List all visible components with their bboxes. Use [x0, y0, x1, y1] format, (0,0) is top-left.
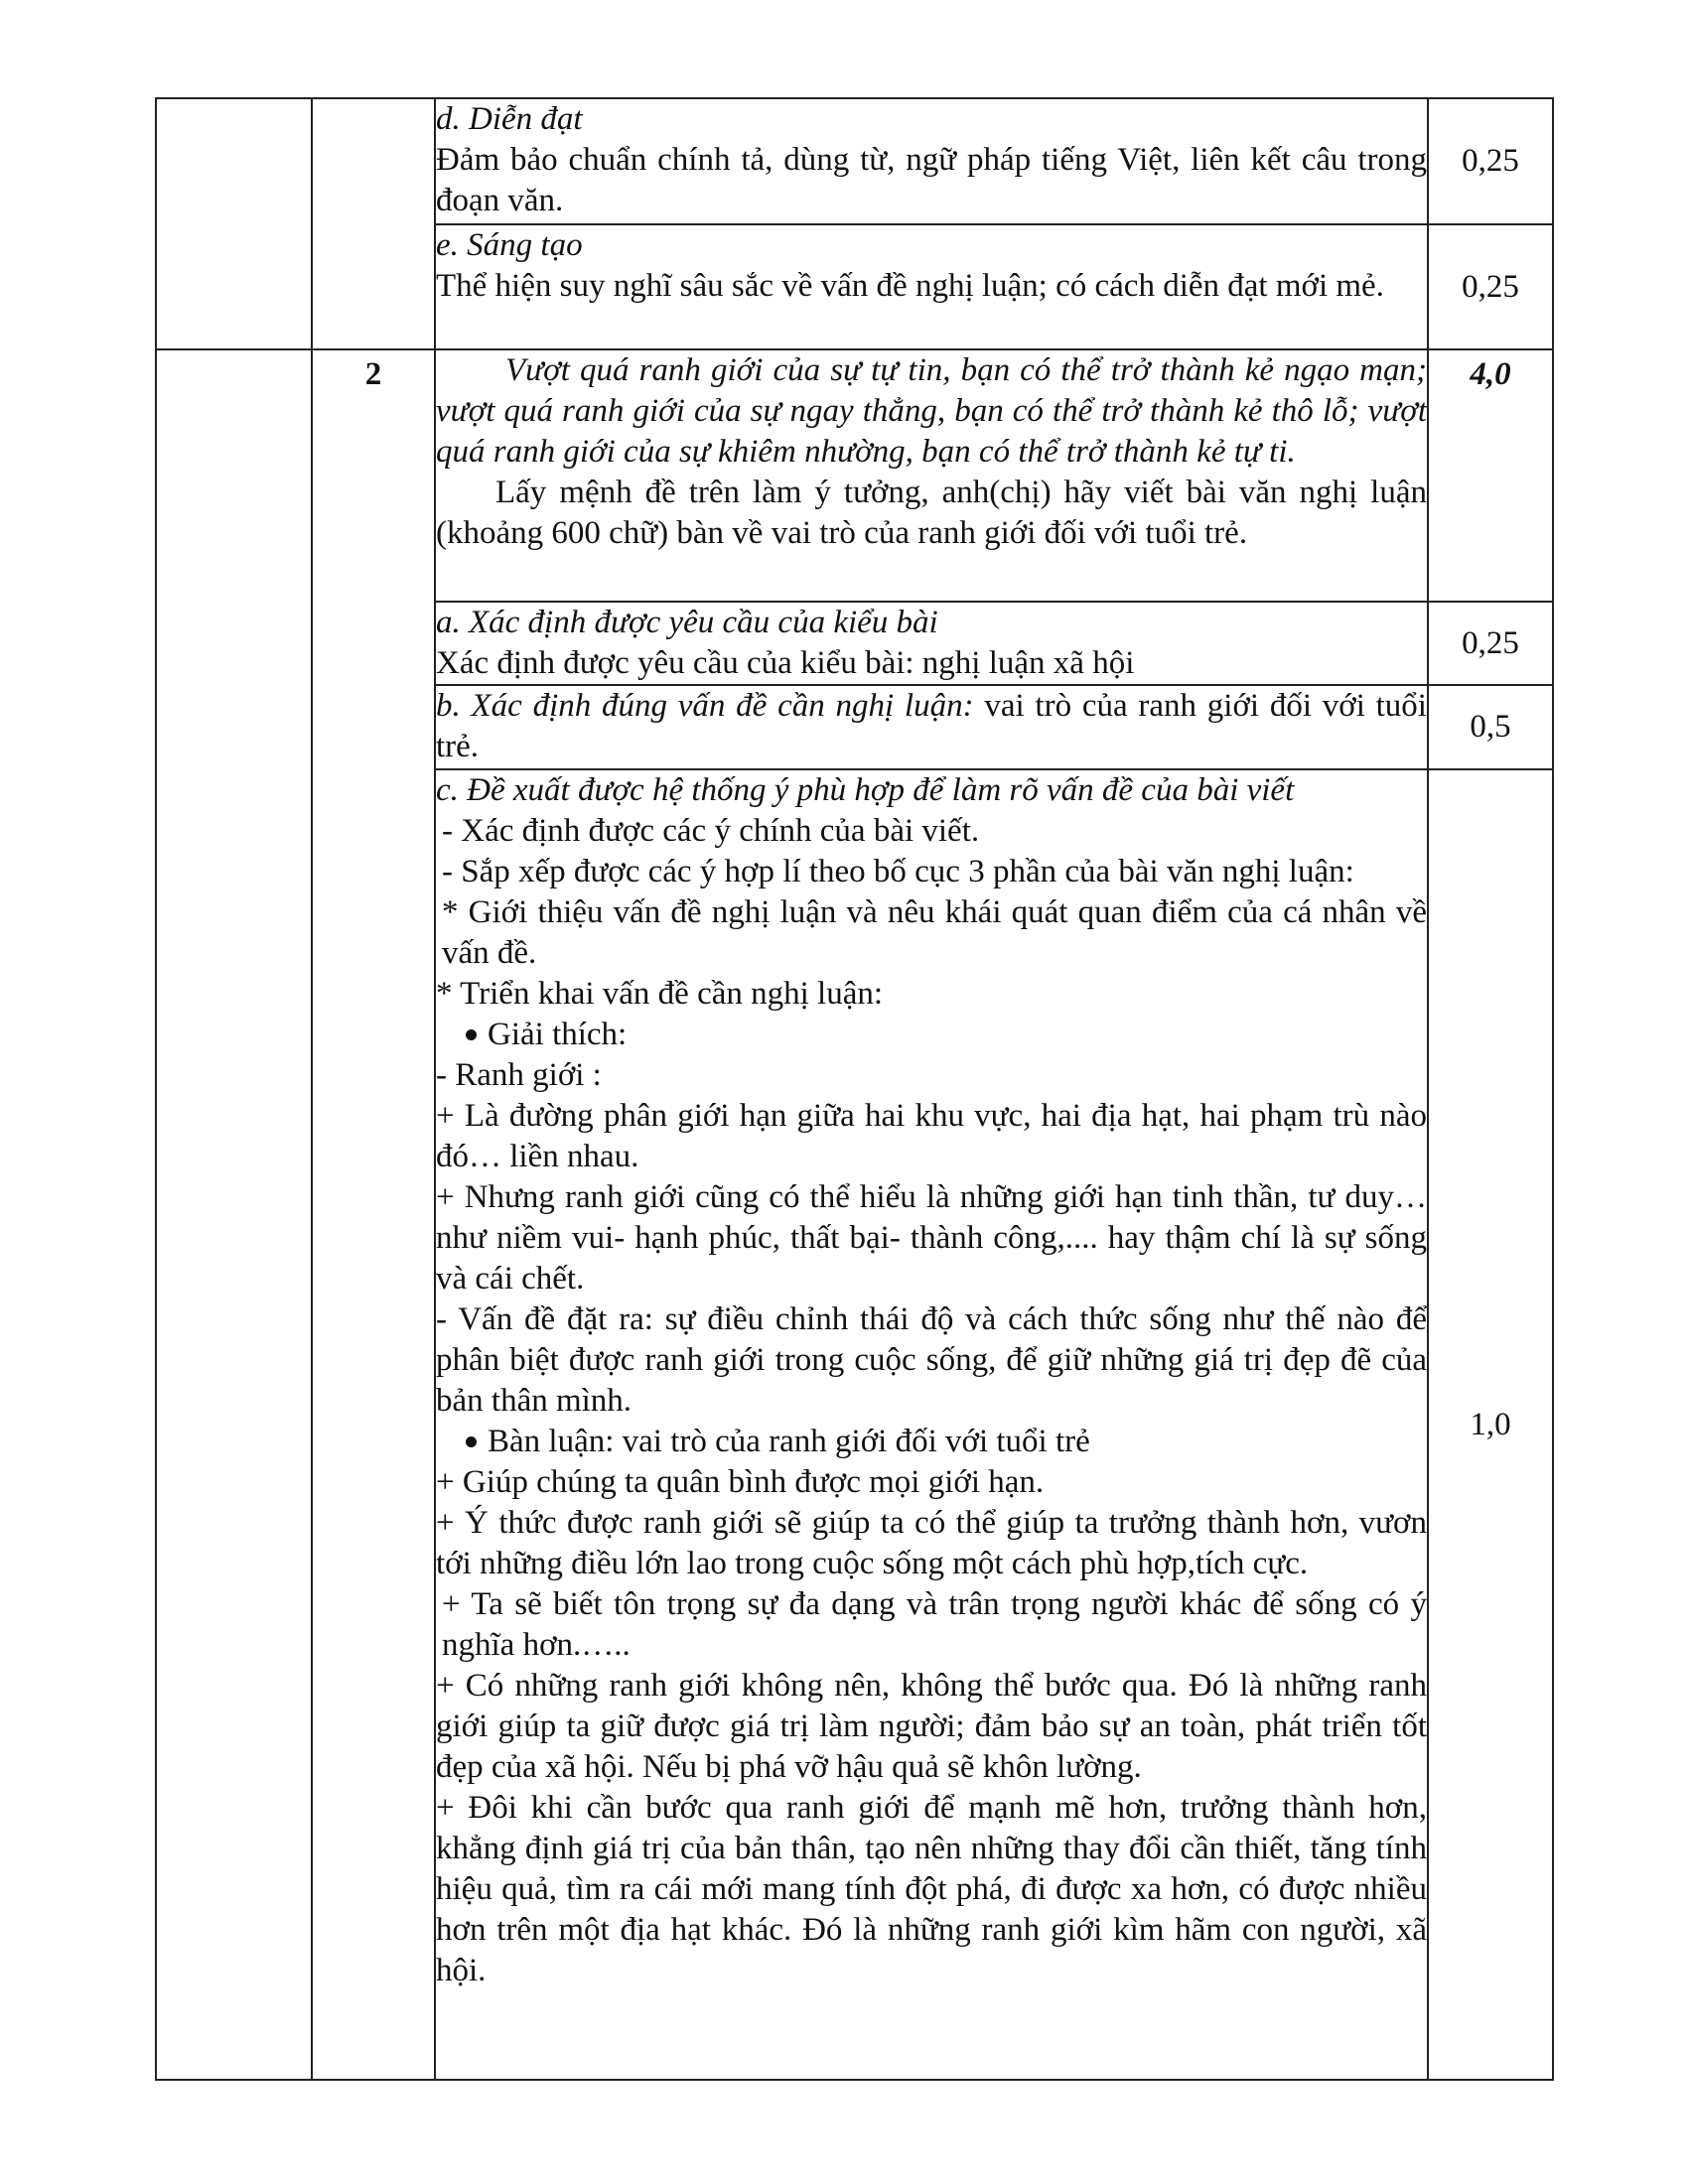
table-row [156, 98, 1553, 224]
list-item: + Là đường phân giới hạn giữa hai khu vực, hai địa hạt, hai phạm trù nào đó… liền nhau. [436, 1098, 1427, 1174]
criterion-a [435, 602, 1428, 685]
list-item: * Triển khai vấn đề cần nghị luận: [436, 976, 884, 1012]
list-item: - Ranh giới : [436, 1057, 602, 1093]
score-cell: 0,25 [1428, 98, 1553, 224]
list-item: - Xác định được các ý chính của bài viết. [442, 813, 980, 849]
criterion-text: Thể hiện suy nghĩ sâu sắc về vấn đề nghị luận; có cách diễn đạt mới mẻ. [436, 268, 1384, 304]
criterion-title: c. Đề xuất được hệ thống ý phù hợp để làm rõ vấn đề của bài viết [436, 772, 1295, 808]
list-item: + Nhưng ranh giới cũng có thể hiểu là những giới hạn tinh thần, tư duy…như niềm vui- hạnh phúc, thất bại- thành công,.... hay thậm chí là sự sống và cái chết. [436, 1179, 1427, 1297]
table-row [156, 349, 1553, 602]
list-item: - Vấn đề đặt ra: sự điều chỉnh thái độ và cách thức sống như thế nào để phân biệt được ranh giới trong cuộc sống, để giữ những giá trị đẹp đẽ của bản thân mình. [436, 1301, 1427, 1419]
bullet-item: Giải thích: [436, 1015, 1427, 1055]
list-item: + Ý thức được ranh giới sẽ giúp ta có thể giúp ta trưởng thành hơn, vươn tới những điều lớn lao trong cuộc sống một cách phù hợp,tích cực. [436, 1505, 1427, 1581]
criterion-text: vai trò của ranh giới đối với tuổi trẻ. [436, 688, 1427, 764]
criterion-d [435, 98, 1428, 224]
criterion-c [435, 769, 1428, 2080]
score-cell: 0,5 [1428, 685, 1553, 769]
criterion-b [435, 685, 1428, 769]
list-item: + Đôi khi cần bước qua ranh giới để mạnh mẽ hơn, trưởng thành hơn, khẳng định giá trị của bản thân, tạo nên những thay đổi cần thiết, tăng tính hiệu quả, tìm ra cái mới mang tính đột phá, đi được xa hơn, có được nhiều hơn trên một địa hạt khác. Đó là những ranh giới kìm hãm con người, xã hội. [436, 1790, 1427, 1988]
criterion-text: Xác định được yêu cầu của kiểu bài: nghị luận xã hội [436, 645, 1135, 681]
score-cell: 0,25 [1428, 224, 1553, 349]
criterion-title: b. Xác định đúng vấn đề cần nghị luận: [436, 688, 974, 724]
bullet-item: Bàn luận: vai trò của ranh giới đối với tuổi trẻ [436, 1422, 1427, 1462]
list-item: + Ta sẽ biết tôn trọng sự đa dạng và trân trọng người khác để sống có ý nghĩa hơn.….. [442, 1586, 1427, 1663]
score-cell: 0,25 [1428, 602, 1553, 685]
list-item: - Sắp xếp được các ý hợp lí theo bố cục 3 phần của bài văn nghị luận: [442, 854, 1354, 889]
list-item: + Có những ranh giới không nên, không thể bước qua. Đó là những ranh giới giúp ta giữ được giá trị làm người; đảm bảo sự an toàn, phát triển tốt đẹp của xã hội. Nếu bị phá vỡ hậu quả sẽ khôn lường. [436, 1668, 1427, 1785]
criterion-title: a. Xác định được yêu cầu của kiểu bài [436, 605, 938, 640]
criterion-title: e. Sáng tạo [436, 227, 583, 263]
score-cell: 1,0 [1428, 769, 1553, 2080]
quote-text: Vượt quá ranh giới của sự tự tin, bạn có thể trở thành kẻ ngạo mạn; vượt quá ranh giới của sự ngay thẳng, bạn có thể trở thành kẻ thô lỗ; vượt quá ranh giới của sự khiêm nhường, bạn có thể trở thành kẻ tự ti. [436, 352, 1427, 470]
criterion-text: Đảm bảo chuẩn chính tả, dùng từ, ngữ pháp tiếng Việt, liên kết câu trong đoạn văn. [436, 142, 1427, 218]
total-score-cell: 4,0 [1428, 349, 1553, 602]
question-number: 2 [312, 349, 435, 2080]
criterion-title: d. Diễn đạt [436, 101, 583, 137]
list-item: * Giới thiệu vấn đề nghị luận và nêu khái quát quan điểm của cá nhân về vấn đề. [442, 894, 1427, 971]
prompt-text: Lấy mệnh đề trên làm ý tưởng, anh(chị) hãy viết bài văn nghị luận (khoảng 600 chữ) bàn về vai trò của ranh giới đối với tuổi trẻ. [436, 475, 1427, 551]
section-cell [156, 98, 312, 349]
section-cell [156, 349, 312, 2080]
question-prompt [435, 349, 1428, 602]
list-item: + Giúp chúng ta quân bình được mọi giới hạn. [436, 1464, 1045, 1500]
scoring-table [155, 97, 1554, 2081]
question-number-cell [312, 98, 435, 349]
criterion-e [435, 224, 1428, 349]
